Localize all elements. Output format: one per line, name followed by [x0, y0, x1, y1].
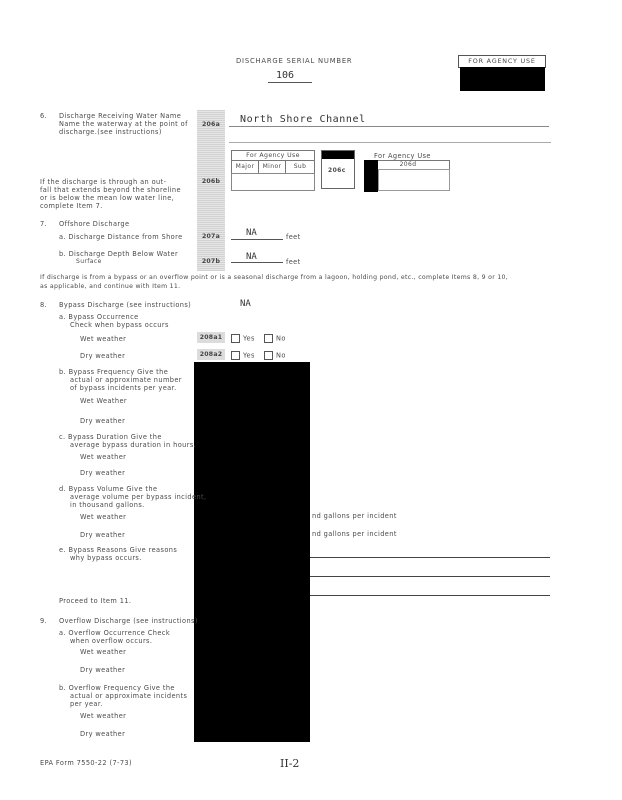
item9b-desc2: per year. [70, 700, 103, 708]
dry-yes-checkbox[interactable] [231, 351, 240, 360]
serial-number: 106 [276, 70, 295, 81]
item9a-desc: when overflow occurs. [70, 637, 153, 645]
code-206a: 206a [202, 121, 220, 128]
item8d-dry: Dry weather [80, 531, 126, 539]
agency-use-mms-label: For Agency Use [246, 152, 300, 159]
item7b-label2: Surface [76, 258, 102, 265]
code-206c-redaction [322, 151, 354, 159]
depth-underline [231, 262, 283, 263]
wet-yes-checkbox[interactable] [231, 334, 240, 343]
reasons-line-3 [310, 595, 550, 596]
item8b-desc2: of bypass incidents per year. [70, 384, 177, 392]
item8b-label: b. Bypass Frequency Give the [59, 368, 169, 376]
item8b-wet: Wet Weather [80, 397, 128, 405]
206d-redaction [364, 160, 378, 192]
major-cell: Major [231, 160, 259, 174]
distance-unit: feet [286, 233, 301, 241]
item7-label: Offshore Discharge [59, 220, 130, 228]
page-number: II-2 [280, 757, 300, 770]
item7a-label: a. Discharge Distance from Shore [59, 233, 183, 241]
code-207b: 207b [201, 258, 221, 265]
item9a-wet: Wet weather [80, 648, 127, 656]
code-208a1: 208a1 [199, 334, 223, 341]
item8d-label: d. Bypass Volume Give the [59, 485, 158, 493]
item8c-label: c. Bypass Duration Give the [59, 433, 162, 441]
shoreline-note-4: complete Item 7. [40, 202, 103, 210]
agency-redaction [460, 67, 545, 91]
item8a-dry: Dry weather [80, 352, 126, 360]
item8b-dry: Dry weather [80, 417, 126, 425]
item9b-wet: Wet weather [80, 712, 127, 720]
reasons-line-2 [310, 576, 550, 577]
wet-no[interactable]: No [264, 334, 286, 343]
item8c-desc: average bypass duration in hours. [70, 441, 197, 449]
discharge-depth[interactable]: NA [246, 252, 257, 262]
shoreline-note-3: or is below the mean low water line, [40, 194, 175, 202]
item8d-desc1: average volume per bypass incident, [70, 493, 207, 501]
minor-cell: Minor [258, 160, 286, 174]
bypass-note-2: as applicable, and continue with Item 11. [40, 283, 181, 290]
item8a-label: a. Bypass Occurrence [59, 313, 139, 321]
agency-use-label: FOR AGENCY USE [468, 57, 536, 65]
code-207a: 207a [202, 233, 220, 240]
receiving-water-name[interactable]: North Shore Channel [240, 114, 366, 125]
water-name-line [229, 126, 549, 127]
206d-entry [378, 169, 450, 191]
item8d-desc2: in thousand gallons. [70, 501, 145, 509]
item6-desc2: discharge.(see instructions) [59, 128, 162, 136]
bypass-value[interactable]: NA [240, 299, 251, 309]
item8c-wet: Wet weather [80, 453, 127, 461]
code-206c-box [321, 150, 355, 189]
item6-divider [229, 142, 551, 143]
dry-no-checkbox[interactable] [264, 351, 273, 360]
wet-no-checkbox[interactable] [264, 334, 273, 343]
bypass-note-1: If discharge is from a bypass or an overflow point or is a seasonal discharge from a lagoon, holding pond, etc., complete Items 8, 9 or 10, [40, 274, 509, 281]
code-column-shading [197, 110, 225, 271]
code-208a2: 208a2 [199, 351, 223, 358]
shoreline-note-1: If the discharge is through an out- [40, 178, 167, 186]
code-206b: 206b [201, 178, 221, 185]
item8-label: Bypass Discharge (see instructions) [59, 301, 192, 309]
serial-number-label: DISCHARGE SERIAL NUMBER [236, 57, 353, 65]
item9b-dry: Dry weather [80, 730, 126, 738]
item8d-wet: Wet weather [80, 513, 127, 521]
depth-unit: feet [286, 258, 301, 266]
item9-label: Overflow Discharge (see instructions) [59, 617, 198, 625]
item8d-wet-unit: nd gallons per incident [312, 512, 397, 520]
item7b-label: b. Discharge Depth Below Water [59, 250, 179, 258]
item8d-dry-unit: nd gallons per incident [312, 530, 397, 538]
form-number: EPA Form 7550-22 (7-73) [40, 759, 132, 767]
serial-underline [268, 82, 312, 83]
item8c-dry: Dry weather [80, 469, 126, 477]
offshore-distance[interactable]: NA [246, 228, 257, 238]
item8e-desc: why bypass occurs. [70, 554, 142, 562]
item9b-desc1: actual or approximate incidents [70, 692, 188, 700]
item8-number: 8. [40, 301, 48, 309]
distance-underline [231, 239, 283, 240]
item8b-desc1: actual or approximate number [70, 376, 182, 384]
shoreline-note-2: fall that extends beyond the shoreline [40, 186, 181, 194]
mms-entry-row [231, 173, 315, 191]
wet-yes[interactable]: Yes [231, 334, 255, 343]
item6-desc1: Name the waterway at the point of [59, 120, 188, 128]
code-206d: 206d [399, 161, 417, 168]
item6-label: Discharge Receiving Water Name [59, 112, 182, 120]
item6-number: 6. [40, 112, 48, 120]
item9a-dry: Dry weather [80, 666, 126, 674]
code-206c: 206c [328, 167, 346, 174]
proceed-note: Proceed to Item 11. [59, 597, 132, 605]
item8e-label: e. Bypass Reasons Give reasons [59, 546, 178, 554]
item7-number: 7. [40, 220, 48, 228]
dry-yes[interactable]: Yes [231, 351, 255, 360]
item8a-wet: Wet weather [80, 335, 127, 343]
reasons-line-1 [310, 557, 550, 558]
item9a-label: a. Overflow Occurrence Check [59, 629, 171, 637]
agency-use-label-2: For Agency Use [374, 152, 431, 160]
dry-no[interactable]: No [264, 351, 286, 360]
item9-number: 9. [40, 617, 48, 625]
redaction-block [194, 362, 310, 742]
sub-cell: Sub [285, 160, 315, 174]
item8a-desc: Check when bypass occurs [70, 321, 169, 329]
item9b-label: b. Overflow Frequency Give the [59, 684, 175, 692]
